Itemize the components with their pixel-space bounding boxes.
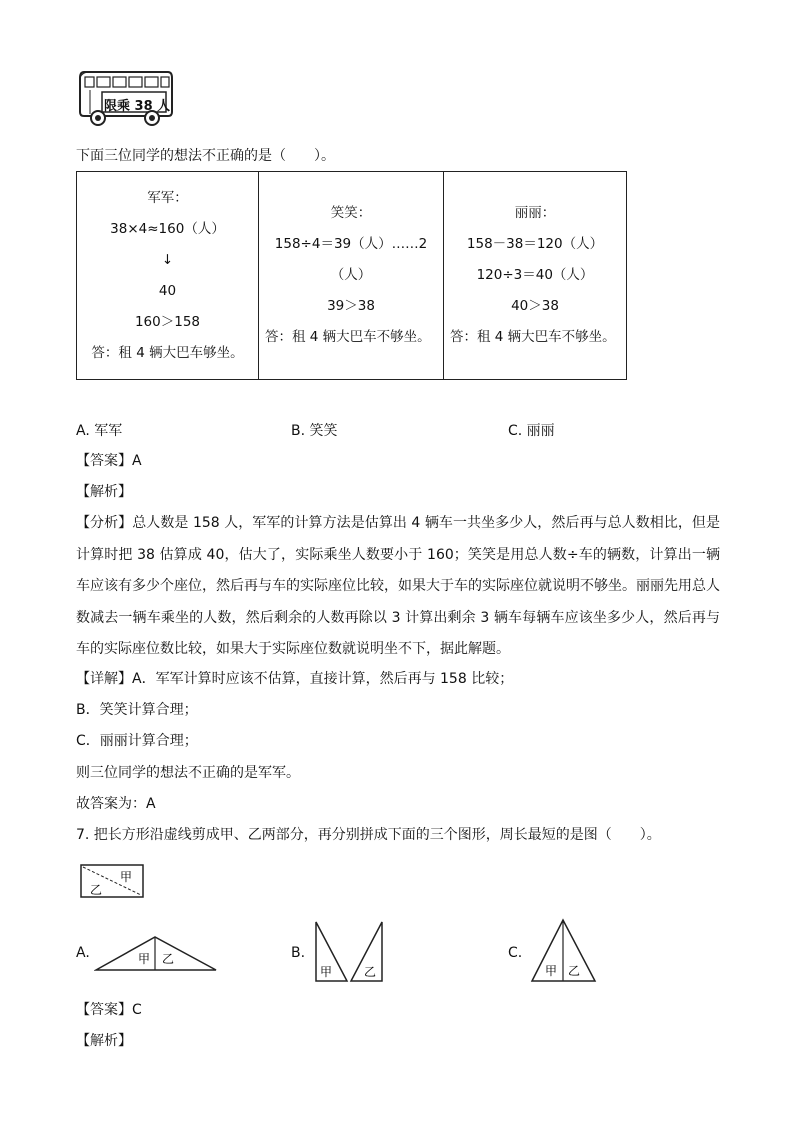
q7-figure-b <box>313 920 385 984</box>
cell-lili <box>444 172 627 380</box>
q7-option-a: A. <box>76 945 90 961</box>
q6-analysis: 【分析】总人数是 158 人，军军的计算方法是估算出 4 辆车一共坐多少人，然后再与总人数相比，但是计算时把 38 估算成 40，估大了，实际乘坐人数要小于 160；笑笑是用总人数÷车的辆数，计算出一辆车应该有多少个座位，然后再与车的实际座位比较，如果大于车的实际座位就说明不够坐。丽丽先用总人数减去一辆车乘坐的人数，然后剩余的人数再除以 3 计算出剩余 3 辆车每辆车应该坐多少人，然后再与车的实际座位数比较，如果大于实际座位数就说明坐不下，据此解题。 <box>76 515 720 657</box>
q7-figure-c <box>530 918 598 984</box>
label-jia: 甲 <box>120 870 133 884</box>
q7-option-b: B. <box>291 945 306 961</box>
q6-detail-3: C．丽丽计算合理； <box>76 733 198 749</box>
q6-detail-2: B．笑笑计算合理； <box>76 702 198 718</box>
label-yi: 乙 <box>568 964 581 978</box>
cell-calc: 39＞38 <box>327 298 375 314</box>
q6-option-b: B. 笑笑 <box>291 423 338 439</box>
cell-calc: 40 <box>158 282 177 299</box>
cell-calc: 158÷4＝39（人）……2 <box>274 236 428 252</box>
cell-name: 笑笑： <box>330 205 372 221</box>
label-jia: 甲 <box>320 965 333 979</box>
q7-figure-a <box>94 934 218 974</box>
q7-rectangle-figure <box>80 864 144 898</box>
q7-option-c: C. <box>508 945 523 961</box>
label-yi: 乙 <box>90 883 103 897</box>
cell-calc: 38×4≈160（人） <box>110 220 225 237</box>
cell-answer: 答：租 4 辆大巴车不够坐。 <box>450 329 616 345</box>
q7-answer: 【答案】C <box>76 1002 142 1018</box>
q7-analysis-title: 【解析】 <box>76 1033 132 1049</box>
cell-calc: （人） <box>330 267 372 283</box>
label-jia: 甲 <box>138 952 151 966</box>
cell-calc: ↓ <box>161 251 174 268</box>
label-yi: 乙 <box>162 952 175 966</box>
label-yi: 乙 <box>364 965 377 979</box>
q6-detail-1: 【详解】A．军军计算时应该不估算，直接计算，然后再与 158 比较； <box>76 671 514 687</box>
cell-answer: 答：租 4 辆大巴车不够坐。 <box>265 329 431 345</box>
q6-option-c: C. 丽丽 <box>508 423 555 439</box>
cell-name: 军军： <box>147 189 188 206</box>
label-jia: 甲 <box>545 964 558 978</box>
q6-conclusion: 则三位同学的想法不正确的是军军。 <box>76 765 300 781</box>
q6-option-a: A. 军军 <box>76 423 123 439</box>
cell-name: 丽丽： <box>514 205 556 221</box>
q7-question: 7. 把长方形沿虚线剪成甲、乙两部分，再分别拼成下面的三个图形，周长最短的是图（ ）。 <box>76 827 661 843</box>
cell-calc: 160＞158 <box>134 313 201 330</box>
q6-final: 故答案为：A <box>76 796 156 812</box>
cell-xiaoxiao <box>259 172 444 380</box>
cell-answer: 答：租 4 辆大巴车够坐。 <box>91 344 244 361</box>
comparison-table <box>76 171 627 380</box>
cell-junjun <box>77 172 259 380</box>
cell-calc: 40＞38 <box>511 298 559 314</box>
bus-sign: 限乘 38 人 <box>104 99 171 114</box>
cell-calc: 120÷3＝40（人） <box>476 267 594 283</box>
q6-answer: 【答案】A <box>76 453 142 469</box>
q6-question: 下面三位同学的想法不正确的是（ ）。 <box>76 148 335 164</box>
q6-analysis-title: 【解析】 <box>76 484 132 500</box>
cell-calc: 158－38＝120（人） <box>466 236 604 252</box>
